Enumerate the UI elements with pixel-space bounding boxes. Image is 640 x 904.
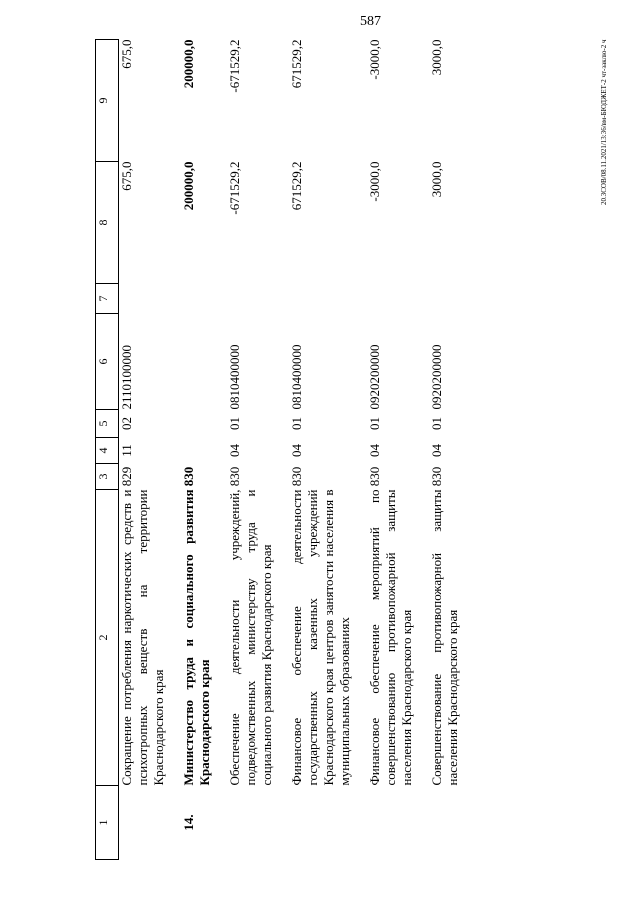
table-row: [119, 40, 182, 860]
page-number: 587: [360, 14, 381, 29]
cell-total: -3000,0: [367, 39, 382, 80]
cell-target-code: 0920200000: [429, 344, 444, 410]
row-description: Министерство труда и социального развития Краснодарского края: [181, 489, 212, 786]
cell-subsection: 01: [227, 417, 242, 430]
cell-subsection: 02: [119, 417, 134, 430]
row-description: Сокращение потребления наркотических средств и психотропных веществ на территории Краснодарского края: [119, 489, 166, 786]
cell-subsection: 01: [367, 417, 382, 430]
cell-expense-type: [367, 284, 429, 314]
cell-expense-type: [119, 284, 182, 314]
column-header: 6: [96, 314, 119, 410]
cell-amount: -671529,2: [227, 161, 242, 215]
cell-amount: 200000,0: [181, 161, 196, 211]
cell-section: 04: [227, 444, 242, 457]
row-number: 14.: [181, 814, 196, 831]
column-header: 8: [96, 162, 119, 284]
cell-amount: 671529,2: [289, 161, 304, 211]
cell-code: 830: [367, 466, 382, 487]
cell-amount: 3000,0: [429, 161, 444, 198]
column-header: 2: [96, 490, 119, 786]
cell-subsection: 01: [429, 417, 444, 430]
row-description: Финансовое обеспечение мероприятий по совершенствованию противопожарной защиты населения Краснодарского края: [367, 489, 414, 786]
column-header: 3: [96, 464, 119, 490]
budget-table: [95, 39, 475, 860]
table-row: [227, 40, 289, 860]
cell-total: 675,0: [119, 39, 134, 69]
cell-section: 11: [119, 444, 134, 457]
cell-target-code: 0810400000: [289, 344, 304, 410]
cell-total: 200000,0: [181, 39, 196, 89]
cell-total: 671529,2: [289, 39, 304, 89]
cell-expense-type: [289, 284, 367, 314]
rotated-table-region: [95, 40, 595, 860]
cell-total: 3000,0: [429, 39, 444, 76]
table-row: [181, 40, 227, 860]
table-row: [367, 40, 429, 860]
document-code: 20.3COB/08.11.2021/13:36/вм-БЮДЖЕТ-2 чт-заклю-2 ч: [600, 40, 608, 206]
cell-code: 830: [429, 466, 444, 487]
row-description: Обеспечение деятельности учреждений, подведомственных министерству труда и социального развития Краснодарского края: [227, 489, 274, 786]
column-header: 1: [96, 786, 119, 860]
cell-amount: -3000,0: [367, 161, 382, 202]
column-header: 7: [96, 284, 119, 314]
row-number: [227, 786, 289, 860]
cell-total: -671529,2: [227, 39, 242, 93]
cell-code: 830: [181, 466, 196, 487]
table-row: [289, 40, 367, 860]
table-header-row: [96, 40, 119, 860]
cell-target-code: 0920200000: [367, 344, 382, 410]
row-number: [119, 786, 182, 860]
cell-expense-type: [181, 284, 227, 314]
row-number: [367, 786, 429, 860]
cell-subsection: 01: [289, 417, 304, 430]
cell-expense-type: [227, 284, 289, 314]
cell-target-code: 0810400000: [227, 344, 242, 410]
column-header: 9: [96, 40, 119, 162]
cell-target-code: [181, 314, 227, 410]
cell-code: 830: [289, 466, 304, 487]
column-header: 4: [96, 438, 119, 464]
cell-code: 830: [227, 466, 242, 487]
row-number: [429, 786, 475, 860]
cell-subsection: [181, 410, 227, 438]
table-row: [429, 40, 475, 860]
row-description: Совершенствование противопожарной защиты населения Краснодарского края: [429, 489, 460, 786]
cell-section: 04: [289, 444, 304, 457]
cell-section: 04: [429, 444, 444, 457]
cell-amount: 675,0: [119, 161, 134, 191]
row-number: [289, 786, 367, 860]
row-description: Финансовое обеспечение деятельности государственных казенных учреждений Краснодарского края центров занятости населения в муниципальных образованиях: [289, 489, 352, 786]
cell-target-code: 2110100000: [119, 344, 134, 410]
cell-code: 829: [119, 466, 134, 487]
cell-expense-type: [429, 284, 475, 314]
column-header: 5: [96, 410, 119, 438]
cell-section: 04: [367, 444, 382, 457]
cell-section: [181, 438, 227, 464]
